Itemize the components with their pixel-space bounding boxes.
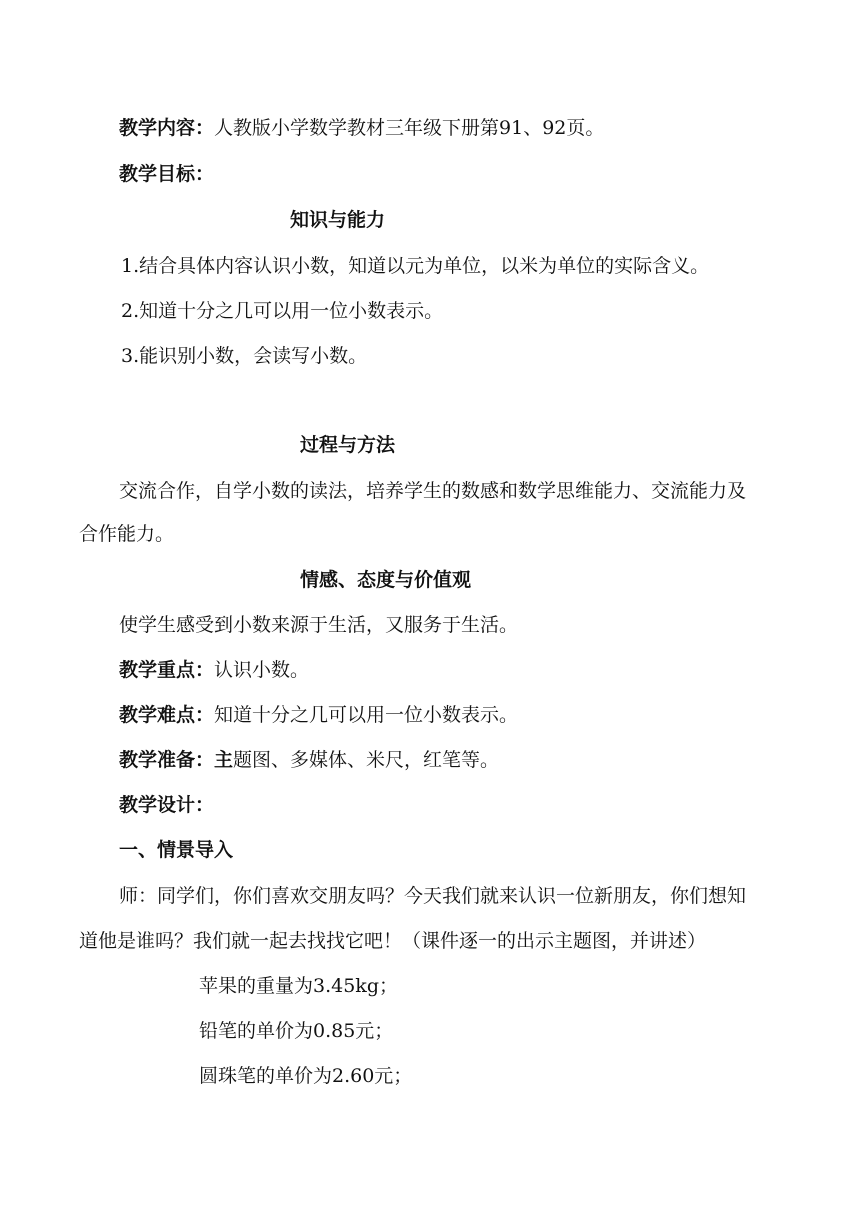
design-line [119, 792, 214, 818]
design-label: 教学设计： [119, 794, 215, 816]
knowledge-item-3: 3.能识别小数，会读写小数。 [121, 345, 368, 367]
emotion-heading: 情感、态度与价值观 [300, 569, 472, 591]
knowledge-item-1: 1.结合具体内容认识小数，知道以元为单位，以米为单位的实际含义。 [121, 255, 710, 277]
teaching-goals-line [119, 161, 214, 187]
teaching-content-text: 人教版小学数学教材三年级下册第91、92页。 [214, 117, 605, 139]
knowledge-heading: 知识与能力 [290, 209, 386, 231]
teaching-content-line [119, 115, 604, 141]
difficulty-line [119, 702, 518, 728]
section-1-heading: 一、情景导入 [119, 839, 234, 861]
preparation-label: 教学准备： [119, 749, 215, 771]
example-ballpen-price: 圆珠笔的单价为2.60元； [199, 1065, 413, 1087]
preparation-line [119, 747, 499, 773]
example-apple-weight: 苹果的重量为3.45kg； [199, 975, 398, 997]
process-text-line-1: 交流合作，自学小数的读法，培养学生的数感和数学思维能力、交流能力及 [119, 480, 747, 502]
difficulty-label: 教学难点： [119, 704, 215, 726]
example-pencil-price: 铅笔的单价为0.85元； [199, 1020, 394, 1042]
process-heading: 过程与方法 [300, 434, 396, 456]
teaching-goals-label: 教学目标： [119, 163, 215, 185]
process-text-line-2: 合作能力。 [79, 523, 175, 545]
preparation-bold-char: 主 [214, 749, 234, 771]
key-point-label: 教学重点： [119, 659, 215, 681]
key-point-text: 认识小数。 [214, 659, 310, 681]
teaching-content-label: 教学内容： [119, 117, 215, 139]
section-1-text-line-1: 师：同学们，你们喜欢交朋友吗？今天我们就来认识一位新朋友，你们想知 [119, 885, 747, 907]
difficulty-text: 知道十分之几可以用一位小数表示。 [214, 704, 519, 726]
preparation-text: 题图、多媒体、米尺，红笔等。 [233, 749, 500, 771]
knowledge-item-2: 2.知道十分之几可以用一位小数表示。 [121, 300, 444, 322]
section-1-text-line-2: 道他是谁吗？我们就一起去找找它吧！（课件逐一的出示主题图，并讲述） [79, 930, 707, 952]
emotion-text: 使学生感受到小数来源于生活，又服务于生活。 [119, 614, 519, 636]
key-point-line [119, 657, 309, 683]
